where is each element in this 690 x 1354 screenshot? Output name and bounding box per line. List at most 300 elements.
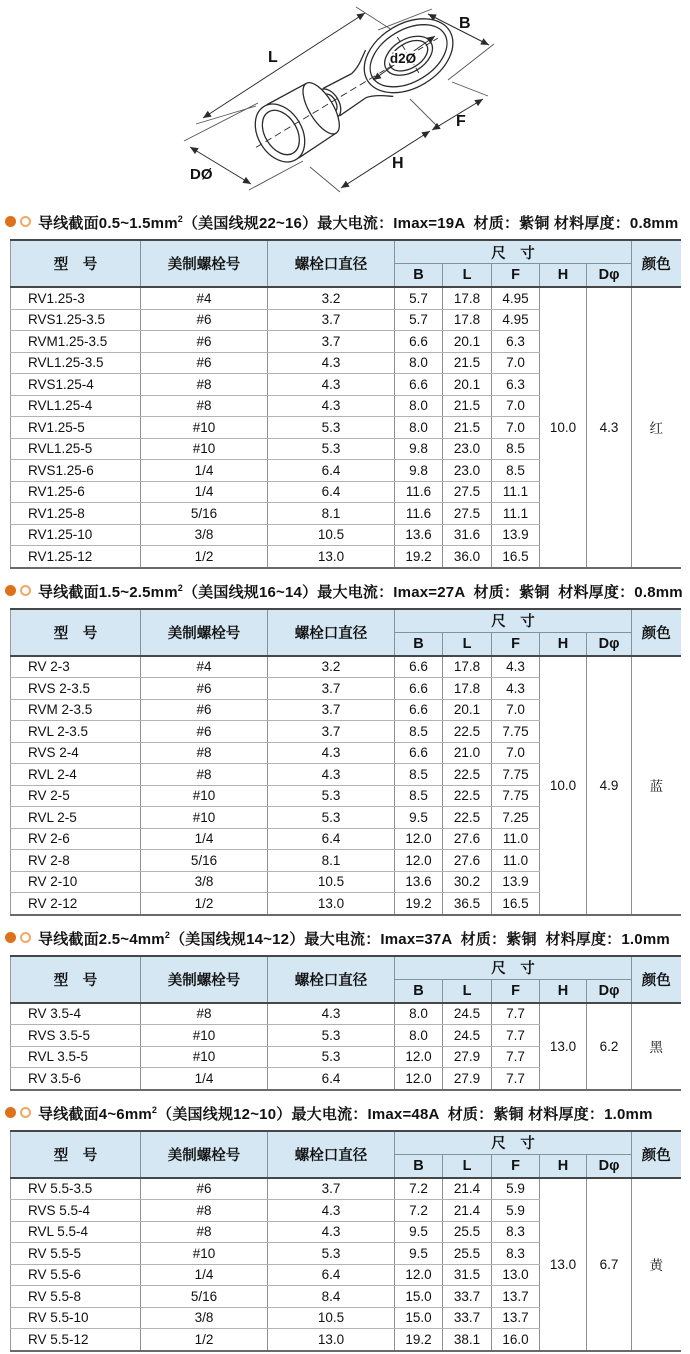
dim-b-cell: 8.5: [395, 764, 443, 786]
hole-diameter-cell: 3.7: [268, 678, 395, 700]
table-row: [11, 287, 681, 309]
bolt-size-cell: 3/8: [141, 871, 268, 893]
bolt-size-cell: #10: [141, 1046, 268, 1068]
hole-diameter-cell: 4.3: [268, 1003, 395, 1025]
dim-f-cell: 7.0: [492, 699, 540, 721]
dim-dphi-cell: 4.9: [587, 656, 632, 915]
dim-l-cell: 27.5: [443, 503, 492, 525]
bolt-size-cell: 5/16: [141, 850, 268, 872]
bolt-size-cell: 3/8: [141, 524, 268, 546]
dim-f-cell: 11.1: [492, 481, 540, 503]
hole-diameter-cell: 6.4: [268, 1264, 395, 1286]
dim-b-cell: 8.5: [395, 785, 443, 807]
section-title: [0, 918, 690, 955]
dim-b-cell: 11.6: [395, 481, 443, 503]
model-cell: RV 2-8: [11, 850, 141, 872]
column-header-f: F: [492, 632, 540, 656]
dim-l-cell: 24.5: [443, 1003, 492, 1025]
hole-diameter-cell: 5.3: [268, 1025, 395, 1047]
dim-b-cell: 6.6: [395, 699, 443, 721]
model-cell: RV 2-3: [11, 656, 141, 678]
column-header-f: F: [492, 979, 540, 1003]
dim-l-cell: 23.0: [443, 460, 492, 482]
spec-sections: [0, 202, 690, 1352]
header-row-1: [11, 609, 681, 633]
hole-diameter-cell: 10.5: [268, 524, 395, 546]
hole-diameter-cell: 5.3: [268, 1046, 395, 1068]
dim-l-cell: 22.5: [443, 807, 492, 829]
hole-diameter-cell: 6.4: [268, 1068, 395, 1090]
dim-l-cell: 21.5: [443, 395, 492, 417]
hole-diameter-cell: 4.3: [268, 1221, 395, 1243]
bolt-size-cell: #6: [141, 1178, 268, 1200]
column-header-b: B: [395, 1154, 443, 1178]
hole-diameter-cell: 6.4: [268, 481, 395, 503]
hole-diameter-cell: 6.4: [268, 460, 395, 482]
dim-l-cell: 27.5: [443, 481, 492, 503]
hole-diameter-cell: 4.3: [268, 395, 395, 417]
model-cell: RV 5.5-6: [11, 1264, 141, 1286]
column-header-f: F: [492, 1154, 540, 1178]
dim-l-cell: 36.0: [443, 546, 492, 568]
hole-diameter-cell: 3.7: [268, 1178, 395, 1200]
column-header-model: 型 号: [11, 240, 141, 287]
filled-bullet-icon: [5, 932, 16, 943]
column-header-b: B: [395, 979, 443, 1003]
column-header-hole: 螺栓口直径: [268, 1131, 395, 1178]
bolt-size-cell: 5/16: [141, 1286, 268, 1308]
bolt-size-cell: #10: [141, 1243, 268, 1265]
dim-f-cell: 7.7: [492, 1025, 540, 1047]
dim-b-cell: 12.0: [395, 1046, 443, 1068]
dim-b-cell: 6.6: [395, 331, 443, 353]
model-cell: RV1.25-12: [11, 546, 141, 568]
dim-b-cell: 9.5: [395, 807, 443, 829]
section-title-pre: 导线截面4~6mm: [38, 1105, 152, 1123]
dim-b-cell: 6.6: [395, 742, 443, 764]
section-title-pre: 导线截面0.5~1.5mm: [38, 215, 178, 232]
bolt-size-cell: 1/4: [141, 460, 268, 482]
dim-l-cell: 17.8: [443, 309, 492, 331]
dim-b-cell: 15.0: [395, 1286, 443, 1308]
bolt-size-cell: #10: [141, 785, 268, 807]
column-header-l: L: [443, 979, 492, 1003]
section-title-post: （美国线规14~12）最大电流：Imax=37A 材质：紫铜 材料厚度：1.0mm: [170, 930, 670, 948]
dim-f-cell: 11.0: [492, 828, 540, 850]
model-cell: RV 3.5-4: [11, 1003, 141, 1025]
dim-f-cell: 8.3: [492, 1221, 540, 1243]
dim-b-cell: 6.6: [395, 656, 443, 678]
section-title-sup: 2: [164, 929, 171, 940]
dim-f-cell: 8.3: [492, 1243, 540, 1265]
filled-bullet-icon: [5, 585, 16, 596]
dim-f-cell: 7.75: [492, 721, 540, 743]
model-cell: RV1.25-8: [11, 503, 141, 525]
header-row-1: [11, 1131, 681, 1155]
section-title-pre: 导线截面2.5~4mm: [38, 930, 165, 948]
hole-diameter-cell: 13.0: [268, 1329, 395, 1351]
dim-f-cell: 5.9: [492, 1200, 540, 1222]
column-header-b: B: [395, 632, 443, 656]
dim-f-cell: 16.5: [492, 893, 540, 915]
section-title-sup: 2: [177, 214, 183, 224]
dim-f-cell: 6.3: [492, 374, 540, 396]
dim-h-cell: 10.0: [540, 656, 587, 915]
dim-l-cell: 31.5: [443, 1264, 492, 1286]
dim-b-cell: 8.0: [395, 395, 443, 417]
column-header-f: F: [492, 264, 540, 288]
hole-diameter-cell: 5.3: [268, 807, 395, 829]
model-cell: RV1.25-5: [11, 417, 141, 439]
dim-f-cell: 13.9: [492, 524, 540, 546]
hole-diameter-cell: 8.1: [268, 850, 395, 872]
dim-b-cell: 5.7: [395, 287, 443, 309]
dim-b-cell: 8.5: [395, 721, 443, 743]
open-bullet-icon: [20, 216, 31, 227]
hole-diameter-cell: 13.0: [268, 546, 395, 568]
dim-b-cell: 6.6: [395, 678, 443, 700]
dim-f-cell: 7.0: [492, 352, 540, 374]
column-header-dphi: Dφ: [587, 264, 632, 288]
hole-diameter-cell: 8.1: [268, 503, 395, 525]
dim-f-cell: 16.0: [492, 1329, 540, 1351]
model-cell: RVS 2-4: [11, 742, 141, 764]
section-title: [0, 202, 690, 239]
column-header-l: L: [443, 1154, 492, 1178]
section-title: [0, 1093, 690, 1130]
model-cell: RVL 2-4: [11, 764, 141, 786]
spec-table: [10, 1130, 681, 1352]
column-header-dphi: Dφ: [587, 632, 632, 656]
model-cell: RV 5.5-12: [11, 1329, 141, 1351]
dim-l-cell: 21.0: [443, 742, 492, 764]
dim-b-cell: 8.0: [395, 1025, 443, 1047]
dim-f-cell: 4.95: [492, 309, 540, 331]
model-cell: RVL 2-5: [11, 807, 141, 829]
model-cell: RVS 3.5-5: [11, 1025, 141, 1047]
model-cell: RV 5.5-8: [11, 1286, 141, 1308]
model-cell: RVS 2-3.5: [11, 678, 141, 700]
column-header-l: L: [443, 264, 492, 288]
column-header-color: 颜色: [632, 1131, 681, 1178]
product-section: [0, 918, 690, 1091]
section-title-text: [38, 925, 670, 950]
bolt-size-cell: #6: [141, 678, 268, 700]
bolt-size-cell: 1/4: [141, 1264, 268, 1286]
model-cell: RV 2-10: [11, 871, 141, 893]
dim-label-h: H: [392, 155, 404, 172]
dim-h-cell: 13.0: [540, 1003, 587, 1090]
dim-f-cell: 7.0: [492, 742, 540, 764]
bolt-size-cell: #8: [141, 764, 268, 786]
color-cell: 黑: [632, 1003, 681, 1090]
dim-f-cell: 7.7: [492, 1003, 540, 1025]
dim-b-cell: 8.0: [395, 352, 443, 374]
bolt-size-cell: 1/4: [141, 828, 268, 850]
section-title-sup: 2: [151, 1104, 158, 1115]
dim-f-cell: 7.7: [492, 1046, 540, 1068]
terminal-diagram: [0, 0, 690, 202]
hole-diameter-cell: 4.3: [268, 764, 395, 786]
dim-l-cell: 27.6: [443, 828, 492, 850]
model-cell: RV 2-5: [11, 785, 141, 807]
dim-l-cell: 25.5: [443, 1221, 492, 1243]
bolt-size-cell: #10: [141, 417, 268, 439]
dim-l-cell: 17.8: [443, 656, 492, 678]
section-title-pre: 导线截面1.5~2.5mm: [38, 583, 178, 601]
dim-line-h: [341, 131, 430, 188]
dim-l-cell: 25.5: [443, 1243, 492, 1265]
dim-l-cell: 36.5: [443, 893, 492, 915]
column-header-hole: 螺栓口直径: [268, 609, 395, 656]
section-title-post: （美国线规12~10）最大电流：Imax=48A 材质：紫铜 材料厚度：1.0mm: [157, 1105, 653, 1123]
dim-label-f: F: [456, 113, 466, 130]
model-cell: RV1.25-3: [11, 287, 141, 309]
open-bullet-icon: [20, 1107, 31, 1118]
dim-f-cell: 13.9: [492, 871, 540, 893]
column-header-h: H: [540, 632, 587, 656]
open-bullet-icon: [20, 585, 31, 596]
bolt-size-cell: 1/2: [141, 893, 268, 915]
model-cell: RV 5.5-3.5: [11, 1178, 141, 1200]
dim-f-cell: 7.7: [492, 1068, 540, 1090]
bolt-size-cell: #6: [141, 699, 268, 721]
dim-f-cell: 5.9: [492, 1178, 540, 1200]
dim-l-cell: 21.4: [443, 1200, 492, 1222]
hole-diameter-cell: 13.0: [268, 893, 395, 915]
column-header-size: 尺 寸: [395, 956, 632, 980]
model-cell: RVL1.25-3.5: [11, 352, 141, 374]
bolt-size-cell: #8: [141, 1221, 268, 1243]
hole-diameter-cell: 3.7: [268, 331, 395, 353]
dim-l-cell: 22.5: [443, 764, 492, 786]
column-header-bolt: 美制螺栓号: [141, 240, 268, 287]
color-cell: 蓝: [632, 656, 681, 915]
spec-table: [10, 239, 681, 569]
section-title-post: （美国线规22~16）最大电流：Imax=19A 材质：紫铜 材料厚度：0.8mm: [182, 215, 679, 232]
dim-l-cell: 21.4: [443, 1178, 492, 1200]
bolt-size-cell: 1/2: [141, 546, 268, 568]
dim-l-cell: 24.5: [443, 1025, 492, 1047]
column-header-color: 颜色: [632, 609, 681, 656]
model-cell: RVS1.25-3.5: [11, 309, 141, 331]
section-title-text: [38, 578, 683, 603]
dim-l-cell: 27.6: [443, 850, 492, 872]
dim-dphi-cell: 4.3: [587, 287, 632, 568]
column-header-bolt: 美制螺栓号: [141, 609, 268, 656]
bolt-size-cell: #8: [141, 742, 268, 764]
dim-f-cell: 7.75: [492, 785, 540, 807]
column-header-hole: 螺栓口直径: [268, 956, 395, 1003]
model-cell: RVL 5.5-4: [11, 1221, 141, 1243]
filled-bullet-icon: [5, 1107, 16, 1118]
dim-label-l: L: [268, 49, 278, 66]
bolt-size-cell: #8: [141, 1003, 268, 1025]
dim-b-cell: 19.2: [395, 1329, 443, 1351]
bolt-size-cell: 1/2: [141, 1329, 268, 1351]
dim-f-cell: 13.0: [492, 1264, 540, 1286]
hole-diameter-cell: 5.3: [268, 417, 395, 439]
dim-f-cell: 8.5: [492, 460, 540, 482]
dim-l-cell: 17.8: [443, 287, 492, 309]
dim-line-l: [203, 13, 365, 118]
dim-dphi-cell: 6.7: [587, 1178, 632, 1351]
column-header-hole: 螺栓口直径: [268, 240, 395, 287]
bolt-size-cell: 3/8: [141, 1307, 268, 1329]
model-cell: RVS1.25-6: [11, 460, 141, 482]
bolt-size-cell: #8: [141, 1200, 268, 1222]
dim-f-cell: 6.3: [492, 331, 540, 353]
color-cell: 红: [632, 287, 681, 568]
column-header-size: 尺 寸: [395, 1131, 632, 1155]
table-row: [11, 656, 681, 678]
hole-diameter-cell: 5.3: [268, 438, 395, 460]
bolt-size-cell: 5/16: [141, 503, 268, 525]
dim-h-cell: 13.0: [540, 1178, 587, 1351]
column-header-dphi: Dφ: [587, 979, 632, 1003]
bolt-size-cell: #10: [141, 438, 268, 460]
section-title-text: [38, 209, 678, 234]
hole-diameter-cell: 4.3: [268, 1200, 395, 1222]
dim-f-cell: 7.0: [492, 395, 540, 417]
dim-f-cell: 8.5: [492, 438, 540, 460]
spec-table: [10, 608, 681, 916]
dim-l-cell: 22.5: [443, 721, 492, 743]
product-section: [0, 1093, 690, 1352]
dim-b-cell: 15.0: [395, 1307, 443, 1329]
hole-diameter-cell: 3.2: [268, 656, 395, 678]
column-header-bolt: 美制螺栓号: [141, 1131, 268, 1178]
hole-diameter-cell: 10.5: [268, 871, 395, 893]
spec-table: [10, 955, 681, 1091]
column-header-model: 型 号: [11, 956, 141, 1003]
dim-label-b: B: [459, 15, 471, 32]
dim-f-cell: 7.25: [492, 807, 540, 829]
hole-diameter-cell: 3.7: [268, 699, 395, 721]
model-cell: RVL1.25-5: [11, 438, 141, 460]
dim-l-cell: 27.9: [443, 1046, 492, 1068]
bolt-size-cell: #6: [141, 331, 268, 353]
section-title-text: [38, 1100, 653, 1125]
section-title-sup: 2: [177, 582, 183, 593]
dim-b-cell: 12.0: [395, 850, 443, 872]
bolt-size-cell: #6: [141, 721, 268, 743]
dim-b-cell: 8.0: [395, 1003, 443, 1025]
dim-f-cell: 4.3: [492, 656, 540, 678]
model-cell: RV1.25-10: [11, 524, 141, 546]
dim-l-cell: 23.0: [443, 438, 492, 460]
dim-h-cell: 10.0: [540, 287, 587, 568]
model-cell: RV 5.5-5: [11, 1243, 141, 1265]
column-header-size: 尺 寸: [395, 609, 632, 633]
dim-l-cell: 20.1: [443, 699, 492, 721]
bolt-size-cell: #4: [141, 656, 268, 678]
header-row-1: [11, 240, 681, 264]
hole-diameter-cell: 4.3: [268, 352, 395, 374]
dim-f-cell: 16.5: [492, 546, 540, 568]
table-row: [11, 1178, 681, 1200]
column-header-color: 颜色: [632, 240, 681, 287]
dim-f-cell: 7.75: [492, 764, 540, 786]
column-header-size: 尺 寸: [395, 240, 632, 264]
dim-l-cell: 33.7: [443, 1286, 492, 1308]
dim-b-cell: 8.0: [395, 417, 443, 439]
dim-l-cell: 30.2: [443, 871, 492, 893]
column-header-bolt: 美制螺栓号: [141, 956, 268, 1003]
bolt-size-cell: #6: [141, 352, 268, 374]
dim-l-cell: 20.1: [443, 331, 492, 353]
dim-l-cell: 21.5: [443, 417, 492, 439]
bolt-size-cell: 1/4: [141, 481, 268, 503]
model-cell: RVL 3.5-5: [11, 1046, 141, 1068]
dim-f-cell: 7.0: [492, 417, 540, 439]
dim-b-cell: 5.7: [395, 309, 443, 331]
column-header-model: 型 号: [11, 1131, 141, 1178]
product-section: [0, 571, 690, 916]
hole-diameter-cell: 6.4: [268, 828, 395, 850]
hole-diameter-cell: 4.3: [268, 374, 395, 396]
dim-l-cell: 33.7: [443, 1307, 492, 1329]
dim-b-cell: 13.6: [395, 871, 443, 893]
bolt-size-cell: #8: [141, 374, 268, 396]
dim-b-cell: 13.6: [395, 524, 443, 546]
model-cell: RVM 2-3.5: [11, 699, 141, 721]
column-header-color: 颜色: [632, 956, 681, 1003]
dim-b-cell: 7.2: [395, 1200, 443, 1222]
model-cell: RV 3.5-6: [11, 1068, 141, 1090]
dim-l-cell: 21.5: [443, 352, 492, 374]
dim-f-cell: 11.1: [492, 503, 540, 525]
section-title: [0, 571, 690, 608]
hole-diameter-cell: 5.3: [268, 785, 395, 807]
color-cell: 黄: [632, 1178, 681, 1351]
column-header-dphi: Dφ: [587, 1154, 632, 1178]
diagram-area: [0, 0, 690, 202]
model-cell: RVL 2-3.5: [11, 721, 141, 743]
model-cell: RV 5.5-10: [11, 1307, 141, 1329]
hole-diameter-cell: 3.7: [268, 309, 395, 331]
model-cell: RV1.25-6: [11, 481, 141, 503]
dim-f-cell: 11.0: [492, 850, 540, 872]
dim-f-cell: 4.3: [492, 678, 540, 700]
model-cell: RVS 5.5-4: [11, 1200, 141, 1222]
bolt-size-cell: 1/4: [141, 1068, 268, 1090]
dim-l-cell: 17.8: [443, 678, 492, 700]
dim-l-cell: 20.1: [443, 374, 492, 396]
header-row-1: [11, 956, 681, 980]
filled-bullet-icon: [5, 216, 16, 227]
dim-b-cell: 9.5: [395, 1221, 443, 1243]
dim-b-cell: 9.8: [395, 460, 443, 482]
dim-l-cell: 31.6: [443, 524, 492, 546]
dim-b-cell: 6.6: [395, 374, 443, 396]
column-header-b: B: [395, 264, 443, 288]
model-cell: RV 2-6: [11, 828, 141, 850]
dim-f-cell: 4.95: [492, 287, 540, 309]
column-header-h: H: [540, 1154, 587, 1178]
dim-label-d-inner: d2Ø: [389, 51, 417, 66]
model-cell: RVS1.25-4: [11, 374, 141, 396]
dim-b-cell: 19.2: [395, 893, 443, 915]
model-cell: RVM1.25-3.5: [11, 331, 141, 353]
bolt-size-cell: #4: [141, 287, 268, 309]
model-cell: RV 2-12: [11, 893, 141, 915]
dim-b-cell: 19.2: [395, 546, 443, 568]
open-bullet-icon: [20, 932, 31, 943]
hole-diameter-cell: 3.7: [268, 721, 395, 743]
bolt-size-cell: #10: [141, 807, 268, 829]
dim-b-cell: 9.5: [395, 1243, 443, 1265]
